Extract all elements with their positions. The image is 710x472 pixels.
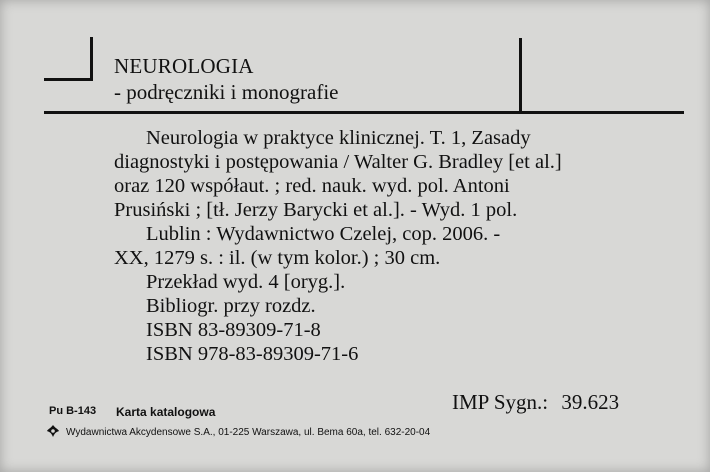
entry-line: Neurologia w praktyce klinicznej. T. 1, Zasady xyxy=(146,127,531,149)
subject-heading: NEUROLOGIA xyxy=(114,54,254,78)
entry-line: diagnostyki i postępowania / Walter G. Bradley [et al.] xyxy=(114,151,562,173)
corner-bracket-vertical xyxy=(90,37,93,80)
call-number-label: IMP Sygn.: xyxy=(452,390,549,414)
entry-line: Lublin : Wydawnictwo Czelej, cop. 2006. - xyxy=(146,223,501,245)
isbn-line: ISBN 83-89309-71-8 xyxy=(146,319,321,341)
entry-line: Bibliogr. przy rozdz. xyxy=(146,295,316,317)
isbn-line: ISBN 978-83-89309-71-6 xyxy=(146,343,359,365)
header-right-divider xyxy=(519,38,522,113)
form-name: Karta katalogowa xyxy=(116,405,216,419)
publisher-imprint: Wydawnictwa Akcydensowe S.A., 01-225 Warszawa, ul. Bema 60a, tel. 632-20-04 xyxy=(66,427,431,438)
entry-line: oraz 120 współaut. ; red. nauk. wyd. pol. Antoni xyxy=(114,175,510,197)
entry-line: XX, 1279 s. : il. (w tym kolor.) ; 30 cm. xyxy=(114,247,441,269)
form-code: Pu B-143 xyxy=(49,405,97,417)
publisher-logo-icon xyxy=(46,424,60,438)
header-bottom-rule xyxy=(44,111,684,114)
call-number xyxy=(452,390,619,415)
call-number-value: 39.623 xyxy=(561,390,620,414)
entry-line: Prusiński ; [tł. Jerzy Barycki et al.]. - Wyd. 1 pol. xyxy=(114,199,518,221)
entry-line: Przekład wyd. 4 [oryg.]. xyxy=(146,271,346,293)
subject-subheading: - podręczniki i monografie xyxy=(114,80,339,104)
corner-bracket-horizontal xyxy=(44,78,93,81)
